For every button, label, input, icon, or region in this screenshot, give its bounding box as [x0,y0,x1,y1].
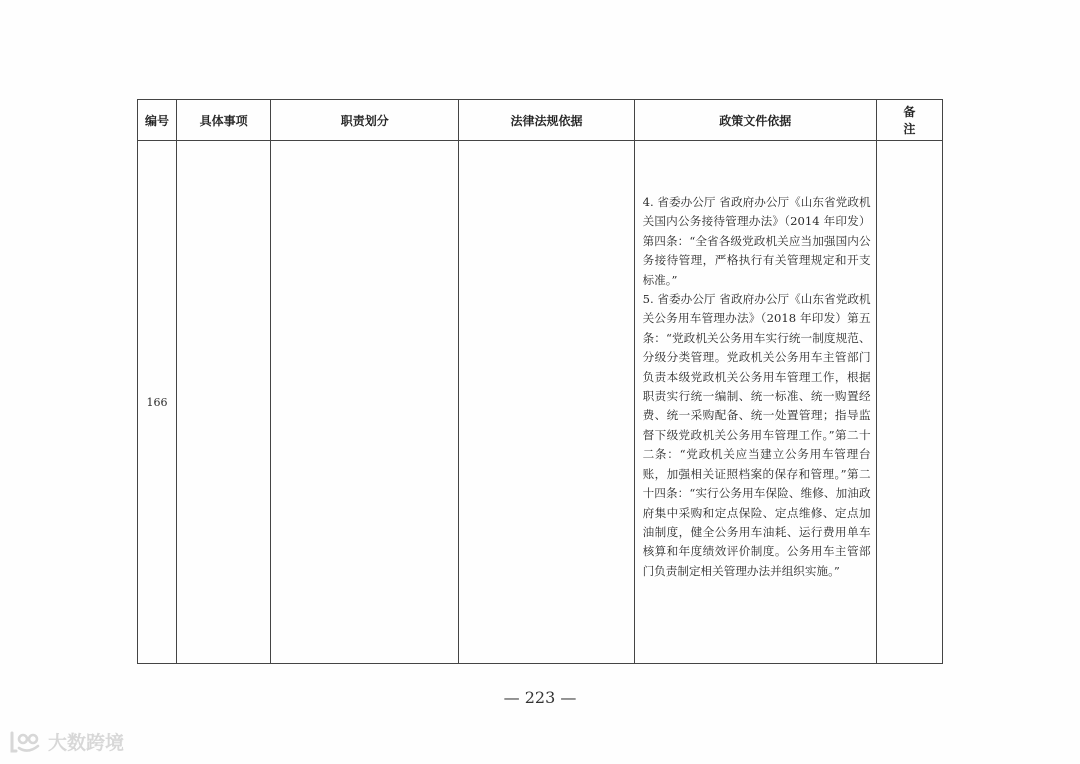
header-duty: 职责划分 [271,100,459,141]
watermark-text: 大数跨境 [48,732,125,754]
cell-policy [634,141,876,664]
watermark [8,728,124,755]
cell-law [459,141,634,664]
policy-paragraph-5: 5. 省委办公厅 省政府办公厅《山东省党政机关公务用车管理办法》（2018 年印发）第五条：“党政机关公务用车实行统一制度规范、分级分类管理。党政机关公务用车主管部门负责本级党政机关公务用车管理工作，根据职责实行统一编制、统一标准、统一购置经费、统一采购配备、统一处置管理；指导监督下级党政机关公务用车管理工作。”第二十二条：“党政机关应当建立公务用车管理台账，加强相关证照档案的保存和管理。”第二十四条：“实行公务用车保险、维修、加油政府集中采购和定点保险、定点维修、定点加油制度，健全公务用车油耗、运行费用单车核算和年度绩效评价制度。公务用车主管部门负责制定相关管理办法并组织实施。” [642,292,871,578]
page-dash-left: — [503,688,520,707]
page-number: 223 [524,688,556,707]
cell-duty [271,141,459,664]
header-notes: 备注 [876,100,942,141]
table-header-row [138,100,943,141]
cell-notes [876,141,942,664]
policy-table [137,99,943,664]
brand-logo-icon [8,729,44,755]
table-row [138,141,943,664]
header-no: 编号 [138,100,177,141]
page-footer [0,688,1080,707]
header-policy: 政策文件依据 [634,100,876,141]
page-dash-right: — [560,688,577,707]
cell-number: 166 [138,141,177,664]
policy-text [643,193,871,581]
header-law: 法律法规依据 [459,100,634,141]
cell-item [177,141,271,664]
header-item: 具体事项 [177,100,271,141]
policy-paragraph-4: 4. 省委办公厅 省政府办公厅《山东省党政机关国内公务接待管理办法》（2014 年印发）第四条：“全省各级党政机关应当加强国内公务接待管理，严格执行有关管理规定和开支标准。” [642,195,871,287]
